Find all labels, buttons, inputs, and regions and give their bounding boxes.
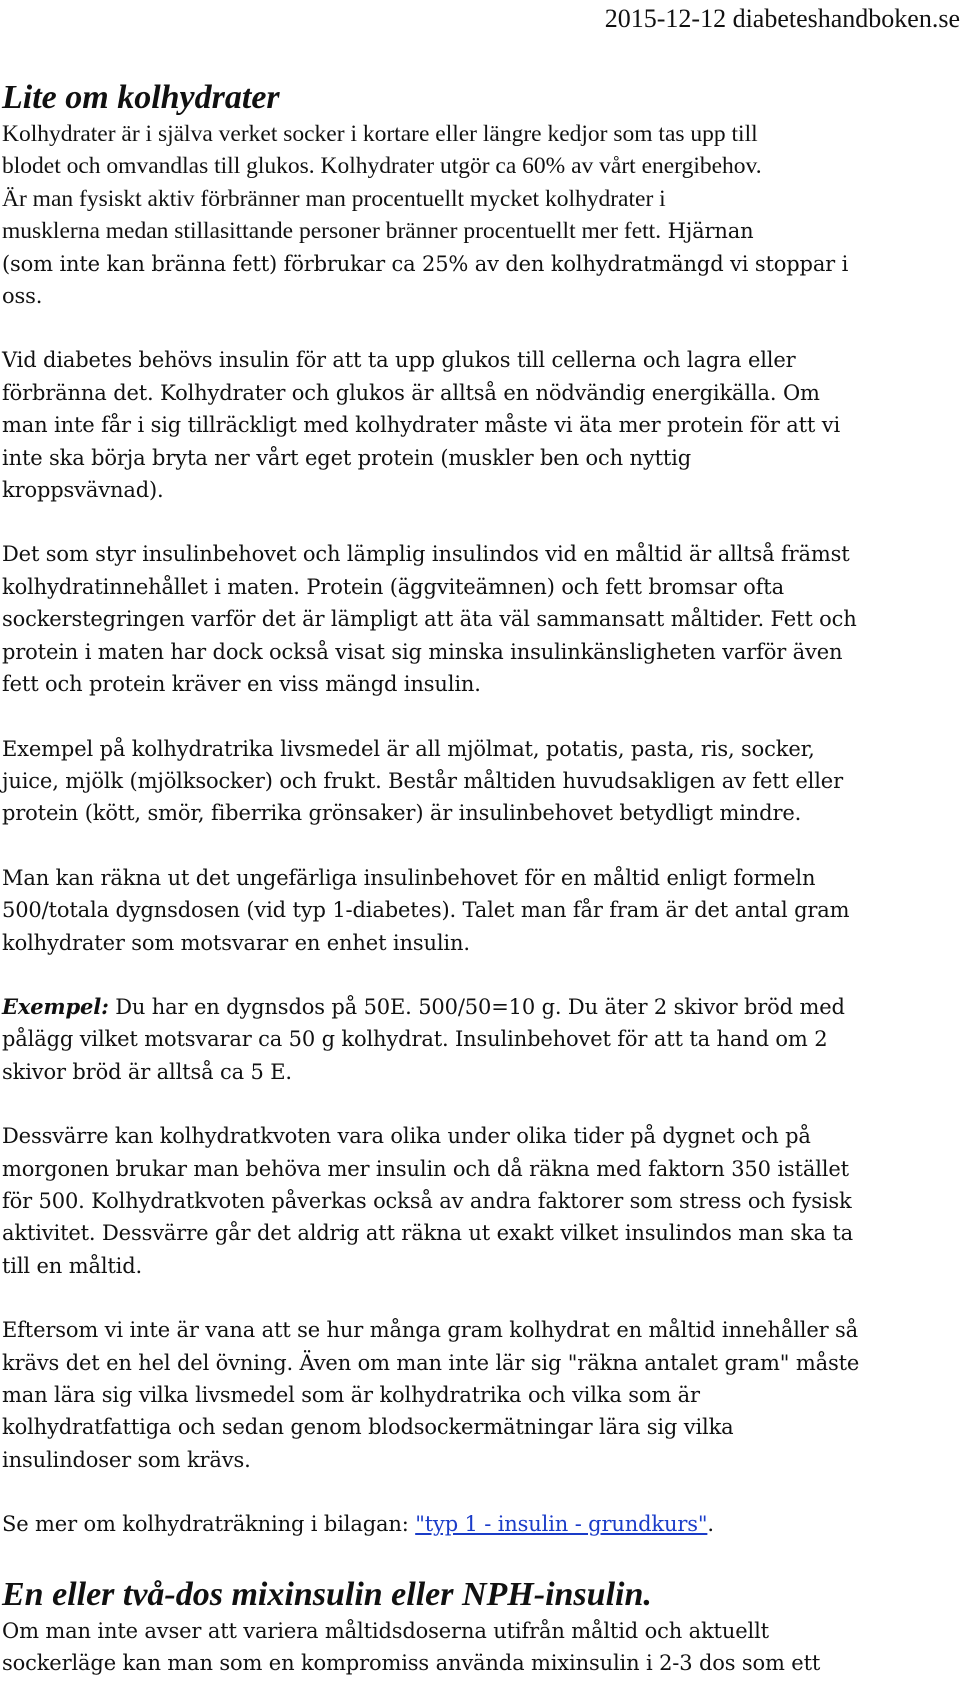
paragraph-practice: [2, 1314, 954, 1476]
example-label: Exempel:: [2, 993, 109, 1019]
text-line: oss.: [2, 284, 43, 309]
text-line: sockerläge kan man som en kompromiss använda mixinsulin i 2-3 dos som ett: [2, 1651, 821, 1676]
paragraph-carb-ratio: [2, 1120, 954, 1282]
text-line: Eftersom vi inte är vana att se hur många gram kolhydrat en måltid innehåller så: [2, 1318, 859, 1343]
text-line: krävs det en hel del övning. Även om man inte lär sig "räkna antalet gram" måste: [2, 1350, 860, 1375]
text-line: pålägg vilket motsvarar ca 50 g kolhydrat. Insulinbehovet för att ta hand om 2: [2, 1027, 828, 1052]
text-span: .: [707, 1512, 714, 1537]
text-line: Vid diabetes behövs insulin för att ta upp glukos till cellerna och lagra eller: [2, 348, 796, 373]
text-span: Du har en dygnsdos på 50E. 500/50=10 g. Du äter 2 skivor bröd med: [108, 994, 845, 1019]
paragraph-mix-insulin: [2, 1615, 954, 1680]
text-line-mixed: [2, 215, 954, 247]
text-span: musklerna medan stillasittande personer bränner procentuellt mer fett.: [2, 218, 662, 245]
text-line: kroppsvävnad).: [2, 478, 164, 503]
intro-paragraph: [2, 118, 954, 312]
text-line: man inte får i sig tillräckligt med kolhydrater måste vi äta mer protein för att vi: [2, 413, 841, 438]
paragraph-spacer: [2, 701, 954, 733]
paragraph-spacer: [2, 1476, 954, 1508]
text-line: protein i maten har dock också visat sig minska insulinkänsligheten varför även: [2, 639, 843, 664]
text-line: skivor bröd är alltså ca 5 E.: [2, 1059, 292, 1084]
paragraph-example: [2, 991, 954, 1088]
document-body: [2, 78, 954, 1679]
text-line: kolhydratfattiga och sedan genom blodsockermätningar lära sig vilka: [2, 1415, 734, 1440]
section-title-carbohydrates: Lite om kolhydrater: [2, 79, 280, 116]
text-line: Kolhydrater är i själva verket socker i kortare eller längre kedjor som tas upp till: [2, 121, 758, 147]
text-line: 500/totala dygnsdosen (vid typ 1-diabetes). Talet man får fram är det antal gram: [2, 898, 850, 923]
section-spacer: [2, 1541, 954, 1575]
text-line: Är man fysiskt aktiv förbränner man procentuellt mycket kolhydrater i: [2, 185, 666, 212]
text-line: förbränna det. Kolhydrater och glukos är alltså en nödvändig energikälla. Om: [2, 380, 820, 405]
paragraph-spacer: [2, 506, 954, 538]
paragraph-see-more: [2, 1508, 954, 1540]
paragraph-formula: [2, 862, 954, 959]
text-line: inte ska börja bryta ner vårt eget protein (muskler ben och nyttig: [2, 445, 692, 470]
text-line-mixed: [2, 1508, 954, 1540]
paragraph-food-examples: [2, 733, 954, 830]
page-header: 2015-12-12 diabeteshandboken.se: [604, 4, 960, 33]
text-line: Dessvärre kan kolhydratkvoten vara olika under olika tider på dygnet och på: [2, 1124, 811, 1149]
section-title-mix-insulin: En eller två-dos mixinsulin eller NPH-insulin.: [2, 1575, 652, 1613]
paragraph-spacer: [2, 1088, 954, 1120]
paragraph-insulin-need: [2, 344, 954, 506]
text-line: juice, mjölk (mjölksocker) och frukt. Består måltiden huvudsakligen av fett eller: [2, 768, 843, 793]
text-line: kolhydratinnehållet i maten. Protein (äggviteämnen) och fett bromsar ofta: [2, 574, 784, 599]
text-line: till en måltid.: [2, 1253, 143, 1278]
text-line: insulindoser som krävs.: [2, 1447, 251, 1472]
basic-course-link[interactable]: "typ 1 - insulin - grundkurs": [415, 1512, 708, 1537]
text-line: Om man inte avser att variera måltidsdoserna utifrån måltid och aktuellt: [2, 1618, 769, 1643]
text-line: man lära sig vilka livsmedel som är kolhydratrika och vilka som är: [2, 1383, 700, 1407]
paragraph-spacer: [2, 1282, 954, 1314]
text-line: fett och protein kräver en viss mängd insulin.: [2, 672, 481, 697]
paragraph-dose-control: [2, 538, 954, 700]
text-line: Exempel på kolhydratrika livsmedel är all mjölmat, potatis, pasta, ris, socker,: [2, 736, 815, 761]
text-line: blodet och omvandlas till glukos. Kolhydrater utgör ca 60% av vårt energibehov.: [2, 153, 762, 180]
text-line-mixed: [2, 991, 954, 1023]
text-span: Se mer om kolhydraträkning i bilagan:: [2, 1512, 416, 1537]
text-line: sockerstegringen varför det är lämpligt att äta väl sammansatt måltider. Fett och: [2, 607, 857, 632]
text-span: Hjärnan: [667, 219, 754, 244]
text-line: morgonen brukar man behöva mer insulin och då räkna med faktorn 350 istället: [2, 1156, 849, 1181]
text-line: protein (kött, smör, fiberrika grönsaker) är insulinbehovet betydligt mindre.: [2, 801, 802, 826]
text-line: (som inte kan bränna fett) förbrukar ca 25% av den kolhydratmängd vi stoppar i: [2, 251, 849, 276]
text-line: Man kan räkna ut det ungefärliga insulinbehovet för en måltid enligt formeln: [2, 865, 816, 890]
text-line: aktivitet. Dessvärre går det aldrig att räkna ut exakt vilket insulindos man ska ta: [2, 1221, 854, 1246]
paragraph-spacer: [2, 959, 954, 991]
paragraph-spacer: [2, 312, 954, 344]
text-line: Det som styr insulinbehovet och lämplig insulindos vid en måltid är alltså främst: [2, 542, 850, 567]
text-line: för 500. Kolhydratkvoten påverkas också av andra faktorer som stress och fysisk: [2, 1188, 852, 1213]
text-line: kolhydrater som motsvarar en enhet insulin.: [2, 930, 470, 955]
paragraph-spacer: [2, 830, 954, 862]
